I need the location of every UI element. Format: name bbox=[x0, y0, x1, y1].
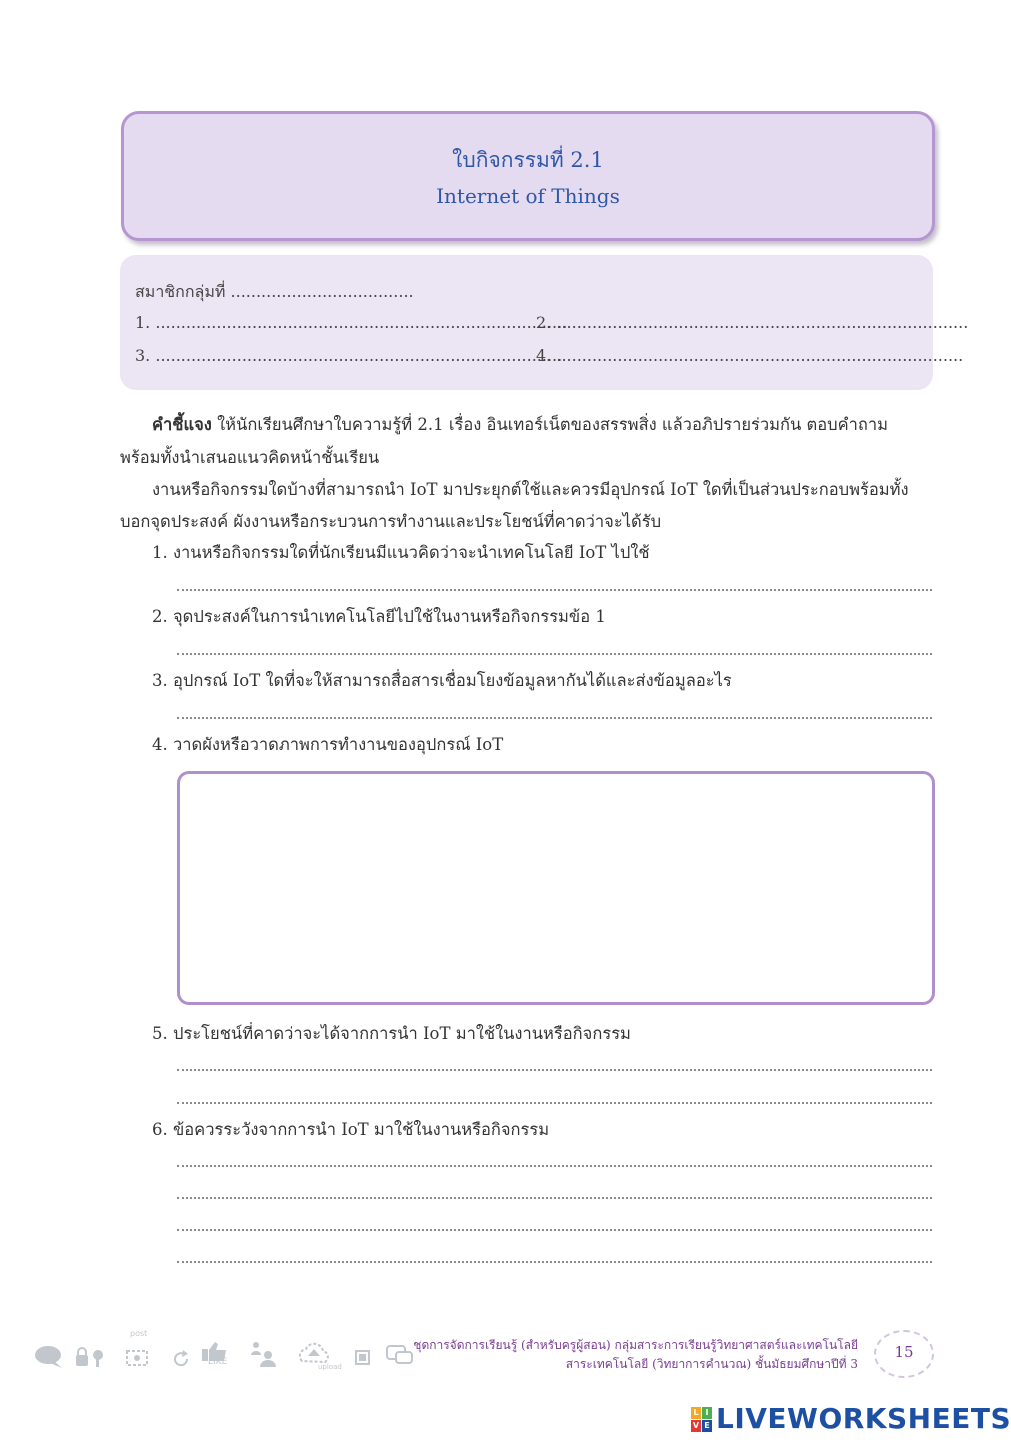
answer-2-line[interactable] bbox=[177, 653, 932, 655]
instructions-paragraph bbox=[152, 412, 888, 438]
activity-title-box bbox=[121, 111, 935, 241]
member-1-field[interactable]: 1. ................................................................................. bbox=[135, 313, 568, 332]
question-2: 2. จุดประสงค์ในการนำเทคโนโลยีไปใช้ในงานหรือกิจกรรมข้อ 1 bbox=[152, 607, 606, 626]
lock-key-icon bbox=[74, 1347, 108, 1369]
footer-decoration-icons bbox=[34, 1329, 424, 1379]
answer-6-line-4[interactable] bbox=[177, 1261, 932, 1263]
answer-5-line-1[interactable] bbox=[177, 1069, 932, 1071]
refresh-icon bbox=[172, 1349, 192, 1369]
activity-subtitle: Internet of Things bbox=[436, 184, 620, 208]
member-4-field[interactable]: 4. ................................................................................ bbox=[536, 346, 964, 365]
question-1: 1. งานหรือกิจกรรมใดที่นักเรียนมีแนวคิดว่าจะนำเทคโนโลยี IoT ไปใช้ bbox=[152, 543, 650, 562]
instructions-label: คำชี้แจง bbox=[152, 415, 212, 434]
post-label: post bbox=[130, 1329, 148, 1338]
like-label: LIKE bbox=[208, 1357, 228, 1367]
question-3: 3. อุปกรณ์ IoT ใดที่จะให้สามารถสื่อสารเชื่อมโยงข้อมูลหากันได้และส่งข้อมูลอะไร bbox=[152, 671, 732, 690]
answer-6-line-3[interactable] bbox=[177, 1229, 932, 1231]
activity-title: ใบกิจกรรมที่ 2.1 bbox=[452, 148, 604, 172]
instructions-text-1: ให้นักเรียนศึกษาใบความรู้ที่ 2.1 เรื่อง อินเทอร์เน็ตของสรรพสิ่ง แล้วอภิปรายร่วมกัน ตอบคำถาม bbox=[211, 415, 889, 434]
answer-5-line-2[interactable] bbox=[177, 1102, 932, 1104]
question-6: 6. ข้อควรระวังจากการนำ IoT มาใช้ในงานหรือกิจกรรม bbox=[152, 1120, 550, 1139]
question-5: 5. ประโยชน์ที่คาดว่าจะได้จากการนำ IoT มาใช้ในงานหรือกิจกรรม bbox=[152, 1024, 631, 1043]
instructions-text-4: บอกจุดประสงค์ ผังงานหรือกระบวนการทำงานและประโยชน์ที่คาดว่าจะได้รับ bbox=[120, 512, 662, 531]
answer-6-line-1[interactable] bbox=[177, 1165, 932, 1167]
liveworksheets-logo-icon: L I V E bbox=[691, 1407, 713, 1433]
liveworksheets-logo-text: LIVEWORKSHEETS bbox=[716, 1402, 1011, 1435]
answer-6-line-2[interactable] bbox=[177, 1197, 932, 1199]
instructions-text-3: งานหรือกิจกรรมใดบ้างที่สามารถนำ IoT มาประยุกต์ใช้และควรมีอุปกรณ์ IoT ใดที่เป็นส่วนประกอบพร้อมทั้ง bbox=[152, 480, 909, 499]
chat-bubble-icon bbox=[34, 1345, 64, 1369]
member-3-field[interactable]: 3. ................................................................................ bbox=[135, 346, 563, 365]
footer-subject-title: สาระเทคโนโลยี (วิทยาการคำนวณ) ชั้นมัธยมศึกษาปีที่ 3 bbox=[565, 1357, 858, 1371]
answer-1-line[interactable] bbox=[177, 589, 932, 591]
question-4: 4. วาดผังหรือวาดภาพการทำงานของอุปกรณ์ IoT bbox=[152, 735, 504, 754]
post-icon bbox=[124, 1347, 154, 1369]
drawing-area[interactable] bbox=[177, 771, 935, 1005]
member-2-field[interactable]: 2. ................................................................................. bbox=[536, 313, 969, 332]
users-icon bbox=[246, 1339, 282, 1369]
square-icon bbox=[354, 1349, 372, 1367]
instructions-text-2: พร้อมทั้งนำเสนอแนวคิดหน้าชั้นเรียน bbox=[120, 448, 380, 467]
upload-label: upload bbox=[318, 1363, 342, 1371]
comment-icon bbox=[384, 1343, 416, 1369]
group-number-field[interactable]: สมาชิกกลุ่มที่ .................................... bbox=[135, 282, 414, 301]
group-members-box bbox=[120, 255, 969, 390]
footer-series-title: ชุดการจัดการเรียนรู้ (สำหรับครูผู้สอน) กลุ่มสาระการเรียนรู้วิทยาศาสตร์และเทคโนโลยี bbox=[413, 1338, 858, 1352]
page-number: 15 bbox=[874, 1330, 934, 1378]
answer-3-line[interactable] bbox=[177, 717, 932, 719]
